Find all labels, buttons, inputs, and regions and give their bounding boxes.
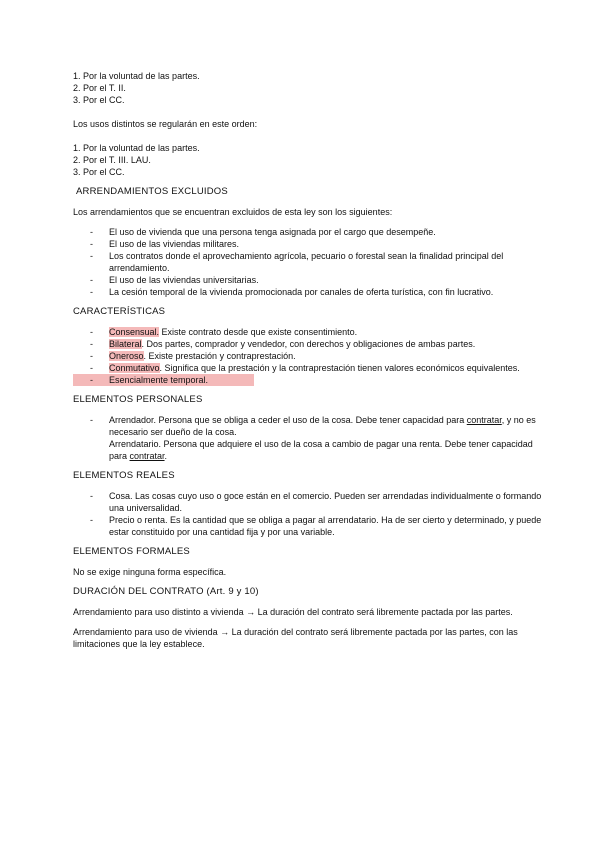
formales-heading: ELEMENTOS FORMALES bbox=[73, 546, 190, 557]
list-item bbox=[73, 414, 543, 462]
dash-bullet: - bbox=[90, 287, 93, 297]
arrendador-text: Arrendador. Persona que se obliga a ceder el uso de la cosa. Debe tener capacidad para bbox=[109, 415, 467, 425]
item-text: Precio o renta. Es la cantidad que se obliga a pagar al arrendatario. Ha de ser cierto y determinado, y puede estar constituido por una cantidad fija y por una variable. bbox=[109, 515, 542, 537]
list-item bbox=[73, 238, 543, 250]
item-text: . Existe prestación y contraprestación. bbox=[143, 351, 296, 361]
personales-list bbox=[73, 414, 543, 462]
dash-bullet: - bbox=[90, 251, 93, 261]
list-item bbox=[73, 374, 254, 386]
list-item bbox=[73, 274, 543, 286]
list-item: 1. Por la voluntad de las partes. bbox=[73, 71, 200, 81]
list-item bbox=[73, 326, 543, 338]
list-item bbox=[73, 250, 543, 274]
excluidos-heading: ARRENDAMIENTOS EXCLUIDOS bbox=[76, 186, 228, 197]
dash-bullet: - bbox=[90, 351, 93, 361]
highlighted-term: Esencialmente temporal. bbox=[109, 375, 209, 385]
list-item bbox=[73, 514, 543, 538]
dash-bullet: - bbox=[90, 327, 93, 337]
duracion-heading: DURACIÓN DEL CONTRATO (Art. 9 y 10) bbox=[73, 586, 259, 597]
order-list-b bbox=[73, 142, 543, 178]
list-item: 3. Por el CC. bbox=[73, 95, 125, 105]
dash-bullet: - bbox=[90, 339, 93, 349]
highlighted-term: Bilateral bbox=[109, 339, 142, 349]
highlighted-term: Conmutativo bbox=[109, 363, 160, 373]
item-text: El uso de vivienda que una persona tenga asignada por el cargo que desempeñe. bbox=[109, 227, 436, 237]
dash-bullet: - bbox=[90, 227, 93, 237]
item-text: Existe contrato desde que existe consentimiento. bbox=[159, 327, 358, 337]
arrendador-text-end: , y no es necesario ser dueño de la cosa. bbox=[109, 415, 536, 437]
list-item: 2. Por el T. II. bbox=[73, 83, 126, 93]
dash-bullet: - bbox=[90, 375, 93, 385]
item-text: El uso de las viviendas universitarias. bbox=[109, 275, 259, 285]
excluidos-list bbox=[73, 226, 543, 298]
personales-heading: ELEMENTOS PERSONALES bbox=[73, 394, 203, 405]
list-item bbox=[73, 226, 543, 238]
item-text: El uso de las viviendas militares. bbox=[109, 239, 240, 249]
dash-bullet: - bbox=[90, 415, 93, 425]
list-item: 3. Por el CC. bbox=[73, 167, 125, 177]
caracteristicas-heading: CARACTERÍSTICAS bbox=[73, 306, 166, 317]
highlighted-term: Consensual. bbox=[109, 327, 160, 337]
usos-intro: Los usos distintos se regularán en este orden: bbox=[73, 119, 258, 129]
list-item bbox=[73, 286, 543, 298]
dash-bullet: - bbox=[90, 275, 93, 285]
item-text: . Dos partes, comprador y vendedor, con derechos y obligaciones de ambas partes. bbox=[141, 339, 476, 349]
reales-heading: ELEMENTOS REALES bbox=[73, 470, 175, 481]
list-item: 1. Por la voluntad de las partes. bbox=[73, 143, 200, 153]
list-item bbox=[73, 362, 543, 374]
list-item bbox=[73, 338, 543, 350]
duracion-paragraph-1: Arrendamiento para uso distinto a vivienda → La duración del contrato será libremente pactada por las partes. bbox=[73, 607, 513, 617]
contratar-link[interactable]: contratar bbox=[129, 451, 165, 461]
formales-text: No se exige ninguna forma específica. bbox=[73, 567, 227, 577]
excluidos-intro: Los arrendamientos que se encuentran excluidos de esta ley son los siguientes: bbox=[73, 207, 393, 217]
item-text: . Significa que la prestación y la contraprestación tienen valores económicos equivalentes. bbox=[159, 363, 520, 373]
reales-list bbox=[73, 490, 543, 538]
item-text: Los contratos donde el aprovechamiento agrícola, pecuario o forestal sean la finalidad principal del arrendamiento. bbox=[109, 251, 504, 273]
dash-bullet: - bbox=[90, 239, 93, 249]
item-text: La cesión temporal de la vivienda promocionada por canales de oferta turística, con fin lucrativo. bbox=[109, 287, 494, 297]
arrendatario-text-end: . bbox=[164, 451, 168, 461]
dash-bullet: - bbox=[90, 491, 93, 501]
order-list-a bbox=[73, 70, 543, 106]
document-page bbox=[73, 70, 543, 650]
arrendatario-text: Arrendatario. Persona que adquiere el uso de la cosa a cambio de pagar una renta. Debe tener capacidad para bbox=[109, 439, 533, 461]
contratar-link[interactable]: contratar bbox=[466, 415, 502, 425]
dash-bullet: - bbox=[90, 515, 93, 525]
list-item bbox=[73, 490, 543, 514]
list-item: 2. Por el T. III. LAU. bbox=[73, 155, 151, 165]
highlighted-term: Oneroso bbox=[109, 351, 144, 361]
caracteristicas-list bbox=[73, 326, 543, 386]
dash-bullet: - bbox=[90, 363, 93, 373]
item-text: Cosa. Las cosas cuyo uso o goce están en el comercio. Pueden ser arrendadas individualmente o formando una universalidad. bbox=[109, 491, 542, 513]
duracion-paragraph-2: Arrendamiento para uso de vivienda → La duración del contrato será libremente pactada por las partes, con las limitaciones que la ley establece. bbox=[73, 627, 518, 649]
list-item bbox=[73, 350, 543, 362]
